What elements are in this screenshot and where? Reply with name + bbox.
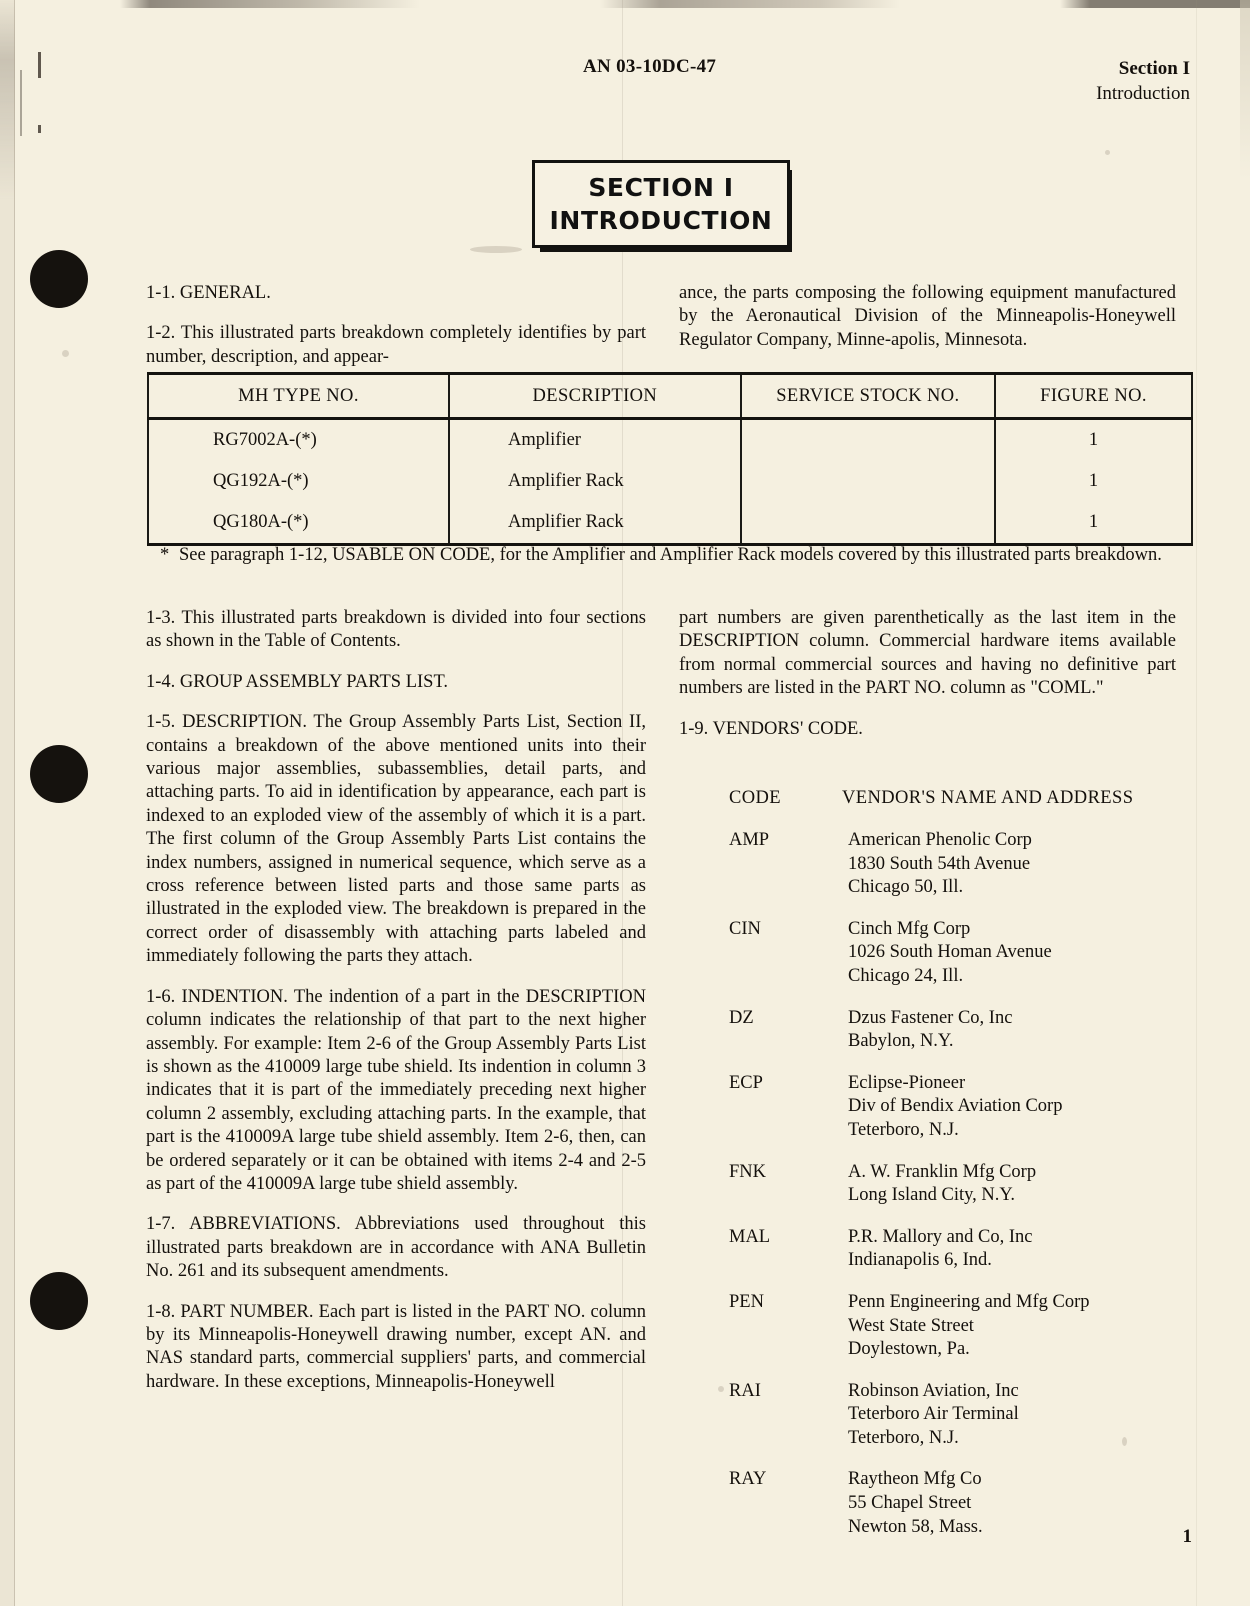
vendor-column-header-name: VENDOR'S NAME AND ADDRESS bbox=[842, 788, 1134, 808]
vendor-row bbox=[679, 1380, 1176, 1451]
vendor-address-line: Div of Bendix Aviation Corp bbox=[848, 1096, 1063, 1117]
cell-stock-no bbox=[741, 502, 995, 545]
cell-mh-type: RG7002A-(*) bbox=[148, 419, 449, 462]
vendor-address bbox=[848, 1468, 1176, 1539]
vendor-row bbox=[679, 918, 1176, 989]
section-title-line1: SECTION I bbox=[588, 173, 734, 202]
cell-stock-no bbox=[741, 419, 995, 462]
table-footnote bbox=[160, 544, 1186, 567]
paragraph-1-9: 1-9. VENDORS' CODE. bbox=[679, 718, 863, 739]
cell-mh-type: QG192A-(*) bbox=[148, 461, 449, 502]
vendor-address-line: Doylestown, Pa. bbox=[848, 1339, 970, 1360]
vendor-address-line: Teterboro Air Terminal bbox=[848, 1404, 1019, 1425]
cell-description: Amplifier Rack bbox=[449, 502, 741, 545]
vendor-address-line: Teterboro, N.J. bbox=[848, 1119, 959, 1140]
vendor-code: ECP bbox=[729, 1072, 763, 1093]
cell-description: Amplifier Rack bbox=[449, 461, 741, 502]
vendor-address-line: Indianapolis 6, Ind. bbox=[848, 1250, 992, 1271]
cell-figure-no: 1 bbox=[995, 502, 1192, 545]
body-right-column bbox=[679, 607, 1176, 741]
vendor-code: DZ bbox=[729, 1007, 754, 1028]
footnote-marker: * bbox=[160, 545, 170, 565]
vendor-address-line: Chicago 50, Ill. bbox=[848, 877, 964, 898]
footnote-text: See paragraph 1-12, USABLE ON CODE, for the Amplifier and Amplifier Rack models covered by this illustrated parts breakdown. bbox=[179, 545, 1162, 565]
column-header-figure-no: FIGURE NO. bbox=[995, 374, 1192, 419]
section-label bbox=[1096, 56, 1190, 106]
vendor-row bbox=[679, 1226, 1176, 1273]
vendor-address-line: Chicago 24, Ill. bbox=[848, 965, 964, 986]
vendor-address-line: Robinson Aviation, Inc bbox=[848, 1380, 1019, 1401]
scan-edge-artifact-right bbox=[1240, 0, 1250, 1606]
vendor-code: FNK bbox=[729, 1161, 767, 1182]
section-title-box-frame bbox=[532, 160, 790, 248]
vendor-address-line: Cinch Mfg Corp bbox=[848, 918, 971, 939]
vendor-address-line: Babylon, N.Y. bbox=[848, 1031, 954, 1052]
vendor-address-line: Long Island City, N.Y. bbox=[848, 1185, 1016, 1206]
column-header-mh-type: MH TYPE NO. bbox=[148, 374, 449, 419]
paragraph-1-6: 1-6. INDENTION. The indention of a part in the DESCRIPTION column indicates the relationship of that part to the next higher assembly. For example: Item 2-6 of the Group Assembly Parts List is shown as the 410009 large tube shield. Its indention in column 3 indicates that it is part of the immediately preceding next higher column 2 assembly, excluding attaching parts. In the example, that part is the 410009A large tube shield assembly. Item 2-6, then, can be ordered separately or it can be obtained with items 2-4 and 2-5 as part of the 410009A large tube shield assembly. bbox=[146, 986, 646, 1194]
vendor-code: RAI bbox=[729, 1380, 761, 1401]
body-left-column bbox=[146, 607, 646, 1394]
vendor-code: RAY bbox=[729, 1469, 767, 1490]
paragraph-1-8: 1-8. PART NUMBER. Each part is listed in the PART NO. column by its Minneapolis-Honeywell drawing number, except AN. and NAS standard parts, commercial suppliers' parts, and commercial hardware. In these exceptions, Minneapolis-Honeywell bbox=[146, 1301, 646, 1392]
vendor-address-line: 1830 South 54th Avenue bbox=[848, 853, 1031, 874]
table-row bbox=[148, 502, 1192, 545]
column-header-description: DESCRIPTION bbox=[449, 374, 741, 419]
page-number: 1 bbox=[1182, 1526, 1192, 1547]
section-label-line1: Section I bbox=[1118, 58, 1190, 79]
scan-edge-artifact-left bbox=[0, 0, 15, 1606]
vendor-address bbox=[848, 1291, 1176, 1362]
vendor-row bbox=[679, 1007, 1176, 1054]
intro-left-column bbox=[146, 282, 646, 369]
vendor-code: CIN bbox=[729, 918, 761, 939]
cell-figure-no: 1 bbox=[995, 419, 1192, 462]
scan-tick-mark bbox=[38, 125, 41, 133]
paper-speck bbox=[1105, 150, 1110, 155]
cell-mh-type: QG180A-(*) bbox=[148, 502, 449, 545]
vendor-address-line: A. W. Franklin Mfg Corp bbox=[848, 1161, 1037, 1182]
vendor-address bbox=[848, 1072, 1176, 1143]
vendor-address-line: Dzus Fastener Co, Inc bbox=[848, 1007, 1013, 1028]
paragraph-1-2-right: ance, the parts composing the following equipment manufactured by the Aeronautical Division of the Minneapolis-Honeywell Regulator Company, Minne-apolis, Minnesota. bbox=[679, 283, 1176, 350]
equipment-table-body bbox=[148, 419, 1192, 545]
vendor-address-line: 1026 South Homan Avenue bbox=[848, 942, 1052, 963]
vendor-address-line: American Phenolic Corp bbox=[848, 830, 1032, 850]
binder-hole bbox=[30, 1272, 88, 1330]
cell-figure-no: 1 bbox=[995, 461, 1192, 502]
vendor-row bbox=[679, 1291, 1176, 1362]
vendor-address bbox=[848, 1007, 1176, 1054]
cell-stock-no bbox=[741, 461, 995, 502]
running-head bbox=[0, 56, 1250, 112]
scan-edge-artifact-top bbox=[0, 0, 1250, 8]
paragraph-1-4: 1-4. GROUP ASSEMBLY PARTS LIST. bbox=[146, 671, 449, 692]
vendor-address-line: Penn Engineering and Mfg Corp bbox=[848, 1291, 1090, 1312]
vendor-row bbox=[679, 829, 1176, 900]
vendor-address-line: Newton 58, Mass. bbox=[848, 1516, 983, 1537]
vendor-row bbox=[679, 1468, 1176, 1539]
table-row bbox=[148, 419, 1192, 462]
vendor-code: AMP bbox=[729, 830, 770, 850]
paper-speck bbox=[62, 350, 69, 357]
paragraph-1-3: 1-3. This illustrated parts breakdown is divided into four sections as shown in the Table of Contents. bbox=[146, 608, 646, 652]
section-title-line2: INTRODUCTION bbox=[549, 206, 773, 235]
paper-speck bbox=[470, 246, 522, 253]
vendor-list bbox=[679, 829, 1176, 1557]
vendor-row bbox=[679, 1161, 1176, 1208]
intro-right-column bbox=[679, 282, 1176, 352]
vendor-address bbox=[848, 1161, 1176, 1208]
binder-hole bbox=[30, 745, 88, 803]
paper-fold-line bbox=[1196, 0, 1197, 1606]
table-header-row bbox=[148, 374, 1192, 419]
vendor-code: MAL bbox=[729, 1226, 771, 1247]
vendor-address bbox=[848, 1226, 1176, 1273]
vendor-address-line: Raytheon Mfg Co bbox=[848, 1469, 982, 1490]
document-number: AN 03-10DC-47 bbox=[583, 56, 717, 77]
equipment-table-head bbox=[148, 374, 1192, 419]
binder-hole bbox=[30, 250, 88, 308]
vendor-code: PEN bbox=[729, 1291, 764, 1312]
vendor-address-line: West State Street bbox=[848, 1315, 974, 1336]
paragraph-1-8-continued: part numbers are given parenthetically as the last item in the DESCRIPTION column. Commercial hardware items available from normal commercial sources and having no definitive part numbers are listed in the PART NO. column as "COML." bbox=[679, 608, 1176, 699]
vendor-address bbox=[848, 918, 1176, 989]
vendor-address bbox=[848, 1380, 1176, 1451]
table-row bbox=[148, 461, 1192, 502]
vendor-address-line: P.R. Mallory and Co, Inc bbox=[848, 1226, 1033, 1247]
section-title-box bbox=[532, 160, 790, 248]
paragraph-1-5: 1-5. DESCRIPTION. The Group Assembly Parts List, Section II, contains a breakdown of the above mentioned units into their various major assemblies, subassemblies, detail parts, and attaching parts. To aid in identification by appearance, each part is indexed to an exploded view of the assembly of which it is a part. The first column of the Group Assembly Parts List contains the index numbers, assigned in numerical sequence, which serve as a cross reference between listed parts and those same parts as illustrated in the exploded view. The breakdown is prepared in the correct order of disassembly with attaching parts labeled and immediately following the parts they attach. bbox=[146, 712, 646, 967]
vendor-address-line: Eclipse-Pioneer bbox=[848, 1072, 966, 1093]
vendor-column-header-code: CODE bbox=[729, 788, 781, 808]
vendor-address bbox=[848, 829, 1176, 900]
cell-description: Amplifier bbox=[449, 419, 741, 462]
column-header-stock-no: SERVICE STOCK NO. bbox=[741, 374, 995, 419]
paragraph-1-1: 1-1. GENERAL. bbox=[146, 283, 271, 303]
paragraph-1-2-left: 1-2. This illustrated parts breakdown completely identifies by part number, description, and appear- bbox=[146, 323, 646, 367]
vendor-address-line: Teterboro, N.J. bbox=[848, 1427, 959, 1448]
vendor-address-line: 55 Chapel Street bbox=[848, 1493, 972, 1514]
equipment-table bbox=[147, 372, 1193, 546]
section-label-line2: Introduction bbox=[1096, 83, 1190, 104]
vendor-row bbox=[679, 1072, 1176, 1143]
paragraph-1-7: 1-7. ABBREVIATIONS. Abbreviations used throughout this illustrated parts breakdown are in accordance with ANA Bulletin No. 261 and its subsequent amendments. bbox=[146, 1214, 646, 1282]
